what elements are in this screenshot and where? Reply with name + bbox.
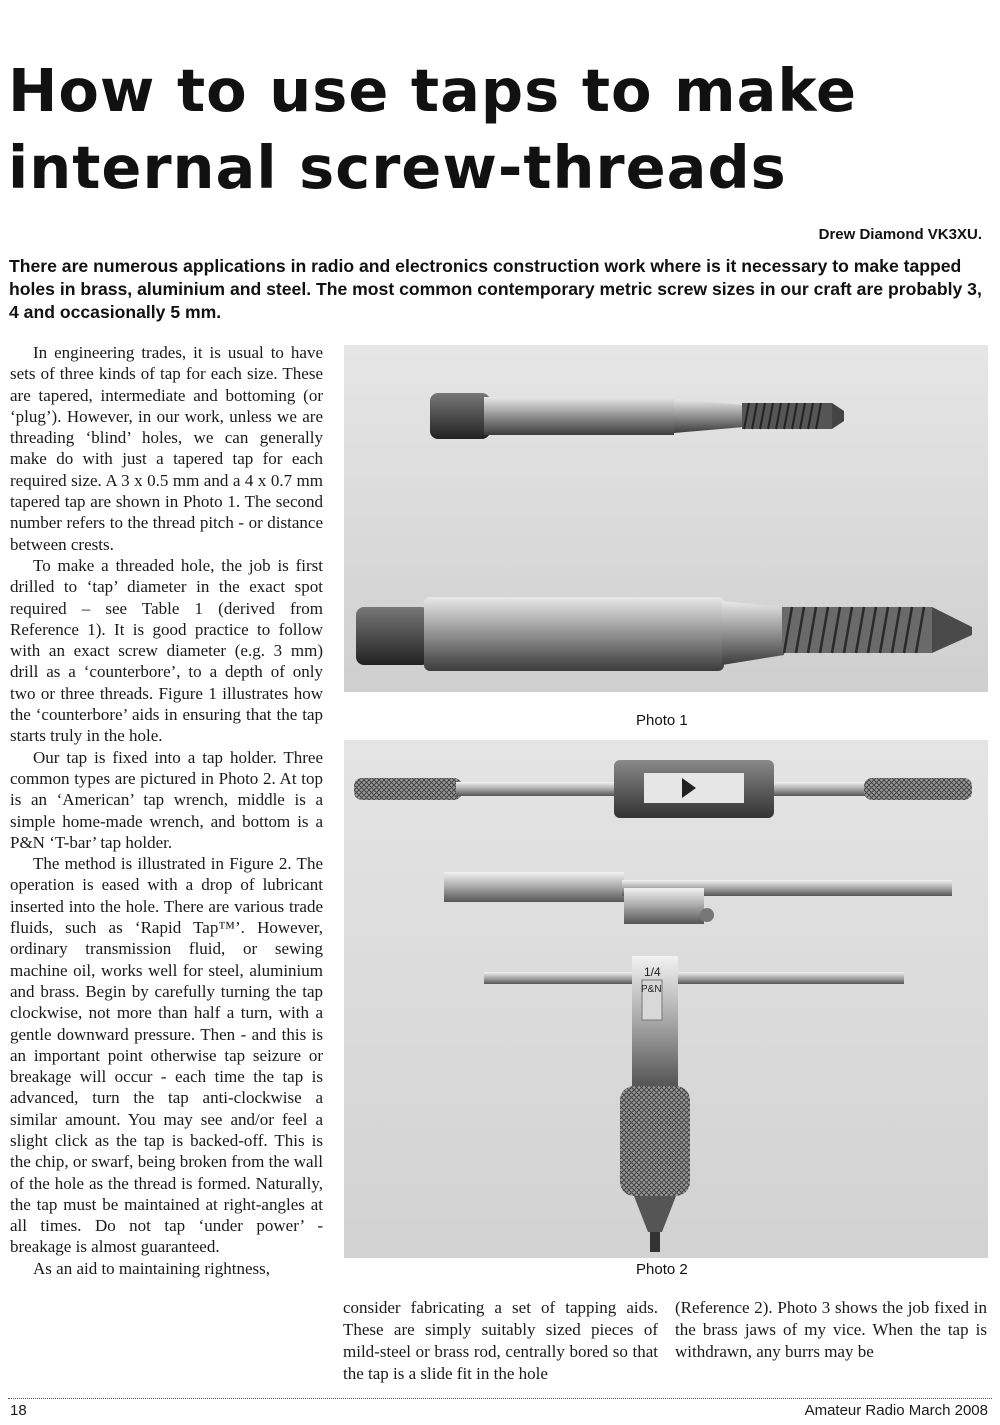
paragraph: The method is illustrated in Figure 2. The operation is eased with a drop of lubricant inserted into the hole. There are various trade fluids, such as ‘Rapid Tap™’. However, ordinary transmission fluid, or sewing machine oil, works well for steel, aluminium and brass. Begin by carefully turning the tap clockwise, not more than half a turn, with a gentle downward pressure. Then - and this is an important point otherwise tap seizure or breakage will occur - each time the tap is advanced, turn the tap anti-clockwise a similar amount. You may see and/or feel a slight click as the tap is backed-off. This is the chip, or swarf, being broken from the wall of the hole as the thread is formed. Naturally, the tap must be maintained at right-angles at all times. Do not tap ‘under power’ - breakage is almost guaranteed.: [10, 854, 323, 1257]
author-byline: Drew Diamond VK3XU.: [818, 226, 982, 243]
page-number: 18: [10, 1402, 27, 1419]
pn-t-bar-tap-holder: [484, 956, 904, 1252]
paragraph: (Reference 2). Photo 3 shows the job fixed in the brass jaws of my vice. When the tap is withdrawn, any burrs may be: [675, 1298, 987, 1361]
title-line-2: internal screw-threads: [8, 133, 787, 202]
photo-2-tap-holders-illustration: [344, 740, 988, 1258]
paragraph: consider fabricating a set of tapping aids. These are simply suitably sized pieces of mild-steel or brass rod, centrally bored so that the tap is a slide fit in the hole: [343, 1298, 658, 1383]
photo-2: [344, 740, 988, 1258]
home-made-wrench: [444, 872, 952, 924]
photo-2-caption: Photo 2: [636, 1261, 688, 1278]
publication-footer: Amateur Radio March 2008: [804, 1402, 988, 1419]
tap-holder-marking-1: 1/4: [644, 965, 661, 979]
tap-holder-marking-2: P&N: [641, 984, 662, 995]
photo-1-caption: Photo 1: [636, 712, 688, 729]
paragraph: Our tap is fixed into a tap holder. Three common types are pictured in Photo 2. At top is an ‘American’ tap wrench, middle is a simple home-made wrench, and bottom is a P&N ‘T-bar’ tap holder.: [10, 747, 323, 852]
body-column-3: [675, 1297, 987, 1363]
large-tap: [356, 597, 972, 671]
photo-1: [344, 345, 988, 692]
paragraph: As an aid to maintaining rightness,: [33, 1258, 271, 1278]
standfirst: There are numerous applications in radio and electronics construction work where is it necessary to make tapped holes in brass, aluminium and steel. The most common contemporary metric screw sizes in our craft are probably 3, 4 and occasionally 5 mm.: [9, 256, 982, 322]
title-line-1: How to use taps to make: [8, 56, 858, 125]
photo-1-taps-illustration: [344, 345, 988, 692]
small-tap: [430, 393, 844, 439]
paragraph: In engineering trades, it is usual to have sets of three kinds of tap for each size. These are tapered, intermediate and bottoming (or ‘plug’). However, in our work, unless we are threading ‘blind’ holes, we can generally make do with just a tapered tap for each required size. A 3 x 0.5 mm and a 4 x 0.7 mm tapered tap are shown in Photo 1. The second number refers to the thread pitch - or distance between crests.: [10, 343, 323, 554]
paragraph: To make a threaded hole, the job is first drilled to ‘tap’ diameter in the exact spot required – see Table 1 (derived from Reference 1). It is good practice to follow with an exact screw diameter (e.g. 3 mm) drill as a ‘counterbore’, to a depth of only two or three threads. Figure 1 illustrates how the ‘counterbore’ aids in ensuring that the tap starts truly in the hole.: [10, 555, 323, 746]
body-column-2: [343, 1297, 658, 1385]
footer-rule: [8, 1398, 992, 1399]
article-title: [8, 52, 993, 206]
american-tap-wrench: [354, 760, 972, 818]
body-column-1: [10, 342, 323, 1279]
